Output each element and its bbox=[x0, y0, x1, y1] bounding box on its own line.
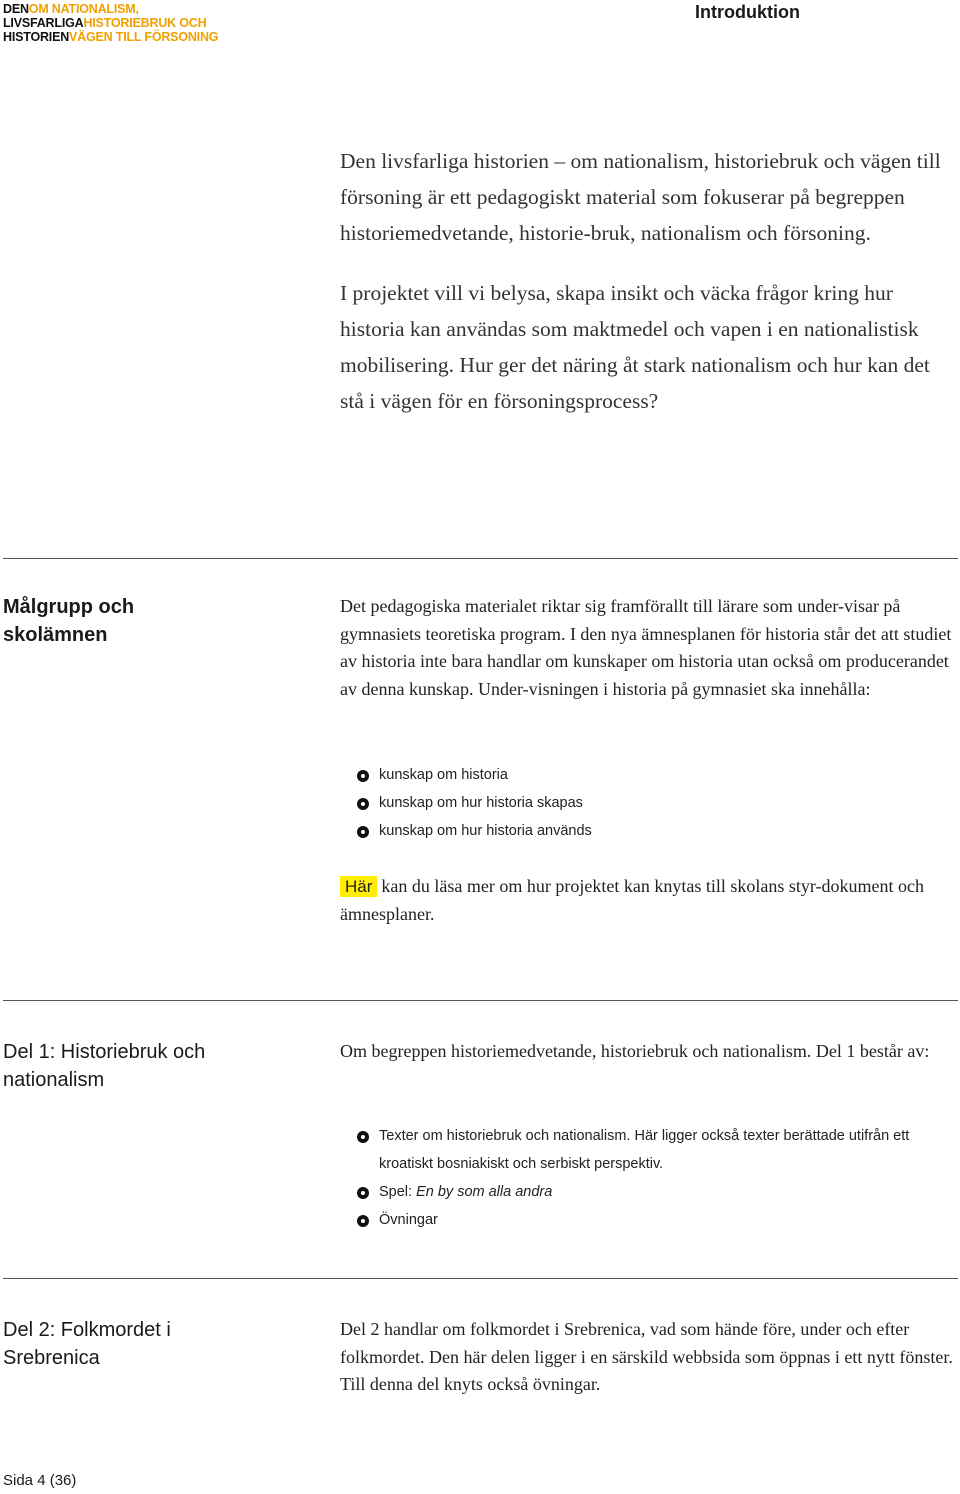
logo bbox=[3, 2, 218, 44]
game-link[interactable]: En by som alla andra bbox=[416, 1184, 553, 1200]
list-item: Texter om historiebruk och nationalism. Här ligger också texter berättade utifrån ett kroatiskt bosniakiskt och serbiskt perspektiv. bbox=[357, 1122, 937, 1178]
link-text: kan du läsa mer om hur projektet kan knytas till skolans styr-dokument och ämnesplaner. bbox=[340, 876, 924, 924]
bullet-icon bbox=[357, 1131, 369, 1143]
logo-text: OM NATIONALISM, bbox=[28, 2, 139, 16]
section-heading-del2: Del 2: Folkmordet i Srebrenica bbox=[3, 1319, 171, 1369]
divider bbox=[3, 558, 958, 559]
list-item: Övningar bbox=[357, 1206, 937, 1234]
intro-text bbox=[340, 143, 952, 443]
section-heading-del1: Del 1: Historiebruk och nationalism bbox=[3, 1041, 206, 1091]
intro-paragraph: I projektet vill vi belysa, skapa insikt och väcka frågor kring hur historia kan användas som maktmedel och vapen i en nationalistisk mobilisering. Hur ger det näring åt stark nationalism och hur kan det stå i vägen för en försoningsprocess? bbox=[340, 281, 930, 413]
section-heading-target: Målgrupp och skolämnen bbox=[3, 596, 135, 646]
list-item: Spel: En by som alla andra bbox=[357, 1178, 937, 1206]
divider bbox=[3, 1000, 958, 1001]
bullet-list bbox=[357, 1122, 937, 1234]
link-here[interactable]: Här bbox=[340, 876, 377, 897]
link-paragraph bbox=[340, 873, 940, 928]
section-body-text: Om begreppen historiemedvetande, historiebruk och nationalism. Del 1 består av: bbox=[340, 1041, 930, 1061]
bullet-icon bbox=[357, 770, 369, 782]
bullet-icon bbox=[357, 798, 369, 810]
page-title: Introduktion bbox=[695, 2, 800, 22]
logo-text: LIVSFARLIGA bbox=[3, 16, 84, 30]
list-item: kunskap om hur historia skapas bbox=[357, 789, 592, 817]
intro-paragraph: Den livsfarliga historien – om nationalism, historiebruk och vägen till försoning är ett pedagogiskt material som fokuserar på begreppen historiemedvetande, historie-bruk, nationalism och försoning. bbox=[340, 149, 941, 245]
list-item: kunskap om historia bbox=[357, 761, 592, 789]
bullet-icon bbox=[357, 826, 369, 838]
logo-text: HISTORIEBRUK OCH bbox=[83, 16, 207, 30]
logo-text: HISTORIEN bbox=[3, 30, 70, 44]
bullet-list bbox=[357, 761, 592, 845]
section-body-text: Del 2 handlar om folkmordet i Srebrenica, vad som hände före, under och efter folkmordet. Den här delen ligger i en särskild webbsida som öppnas i ett nytt fönster. Till denna del knyts också övningar. bbox=[340, 1319, 953, 1394]
list-item: kunskap om hur historia används bbox=[357, 817, 592, 845]
page-number: Sida 4 (36) bbox=[3, 1472, 77, 1489]
bullet-icon bbox=[357, 1215, 369, 1227]
section-body-text: Det pedagogiska materialet riktar sig framförallt till lärare som under-visar på gymnasiets teoretiska program. I den nya ämnesplanen för historia står det att studiet av historia inte bara handlar om kunskaper om historia utan också om producerandet av denna kunskap. Under-visningen i historia på gymnasiet ska innehålla: bbox=[340, 596, 952, 699]
logo-text: DEN bbox=[3, 2, 29, 16]
section-body bbox=[340, 593, 955, 703]
logo-text: VÄGEN TILL FÖRSONING bbox=[69, 30, 219, 44]
divider bbox=[3, 1278, 958, 1279]
section-body bbox=[340, 1316, 955, 1399]
bullet-icon bbox=[357, 1187, 369, 1199]
section-body bbox=[340, 1038, 955, 1066]
